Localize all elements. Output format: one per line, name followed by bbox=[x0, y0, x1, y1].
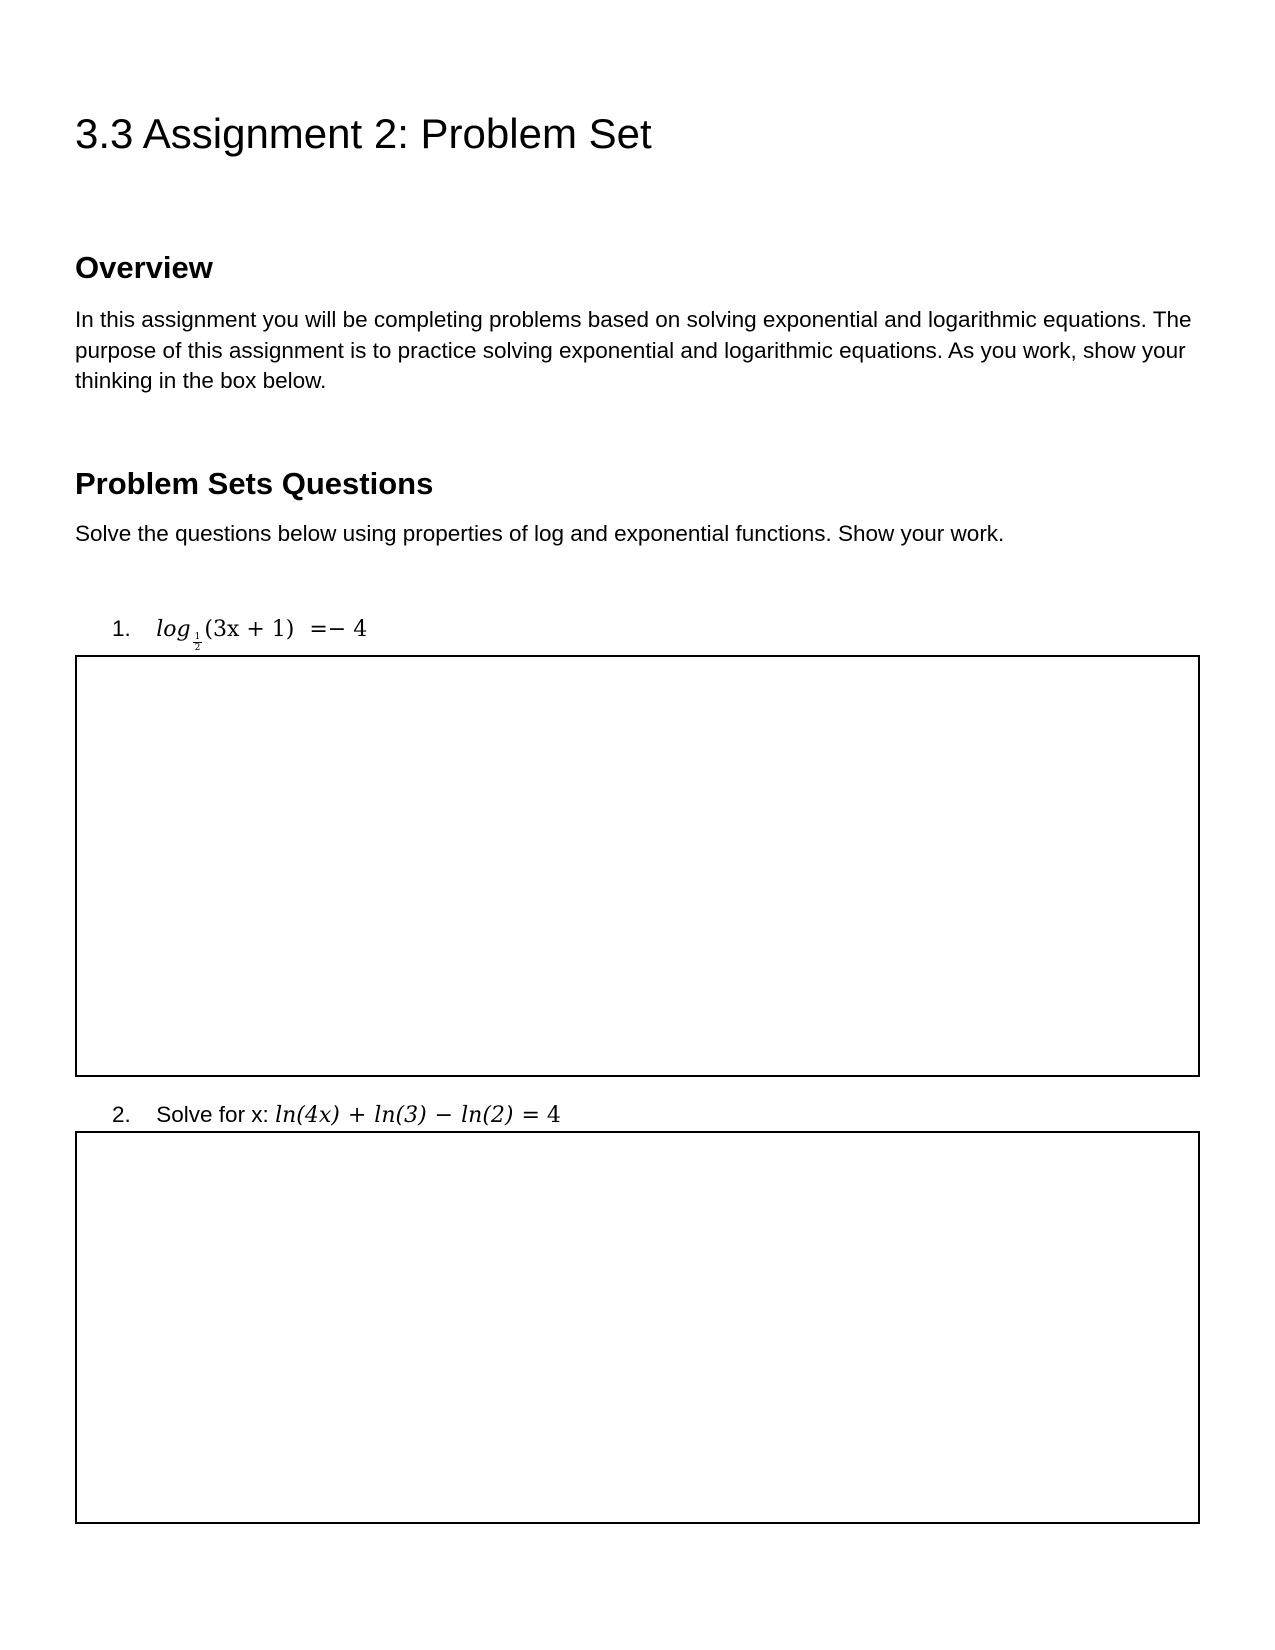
equation-rhs: = 4 bbox=[521, 1103, 561, 1128]
log-argument: (3x + 1) bbox=[204, 617, 295, 642]
question-1-equation bbox=[156, 617, 375, 653]
log-base-fraction bbox=[193, 632, 203, 653]
log-base-numerator: 1 bbox=[194, 632, 201, 642]
equation-rhs: =− 4 bbox=[309, 617, 368, 642]
instructions-text: Solve the questions below using properties of log and exponential functions. Show your work. bbox=[75, 521, 1005, 546]
answer-box-1[interactable] bbox=[75, 655, 1200, 1077]
question-2-equation bbox=[275, 1103, 569, 1128]
overview-heading: Overview bbox=[75, 250, 213, 285]
question-number: 1. bbox=[112, 616, 131, 641]
question-2-prefix: Solve for x: bbox=[156, 1102, 269, 1127]
question-1 bbox=[112, 614, 375, 653]
answer-box-2[interactable] bbox=[75, 1131, 1200, 1524]
problem-sets-heading: Problem Sets Questions bbox=[75, 466, 434, 501]
overview-text: In this assignment you will be completing problems based on solving exponential and logarithmic equations. The purpose of this assignment is to practice solving exponential and logarithmic equations. As you work, show your thinking in the box below. bbox=[75, 307, 1192, 393]
log-function: log bbox=[156, 617, 191, 642]
operator-plus: + bbox=[347, 1103, 367, 1128]
operator-minus: − bbox=[434, 1103, 454, 1128]
question-number: 2. bbox=[112, 1102, 131, 1127]
term-ln-2: ln(2) bbox=[461, 1103, 514, 1128]
term-ln-4x: ln(4x) bbox=[275, 1103, 340, 1128]
term-ln-3: ln(3) bbox=[374, 1103, 427, 1128]
question-2 bbox=[112, 1100, 569, 1131]
log-base-denominator: 2 bbox=[194, 643, 201, 653]
document-title: 3.3 Assignment 2: Problem Set bbox=[75, 110, 652, 157]
